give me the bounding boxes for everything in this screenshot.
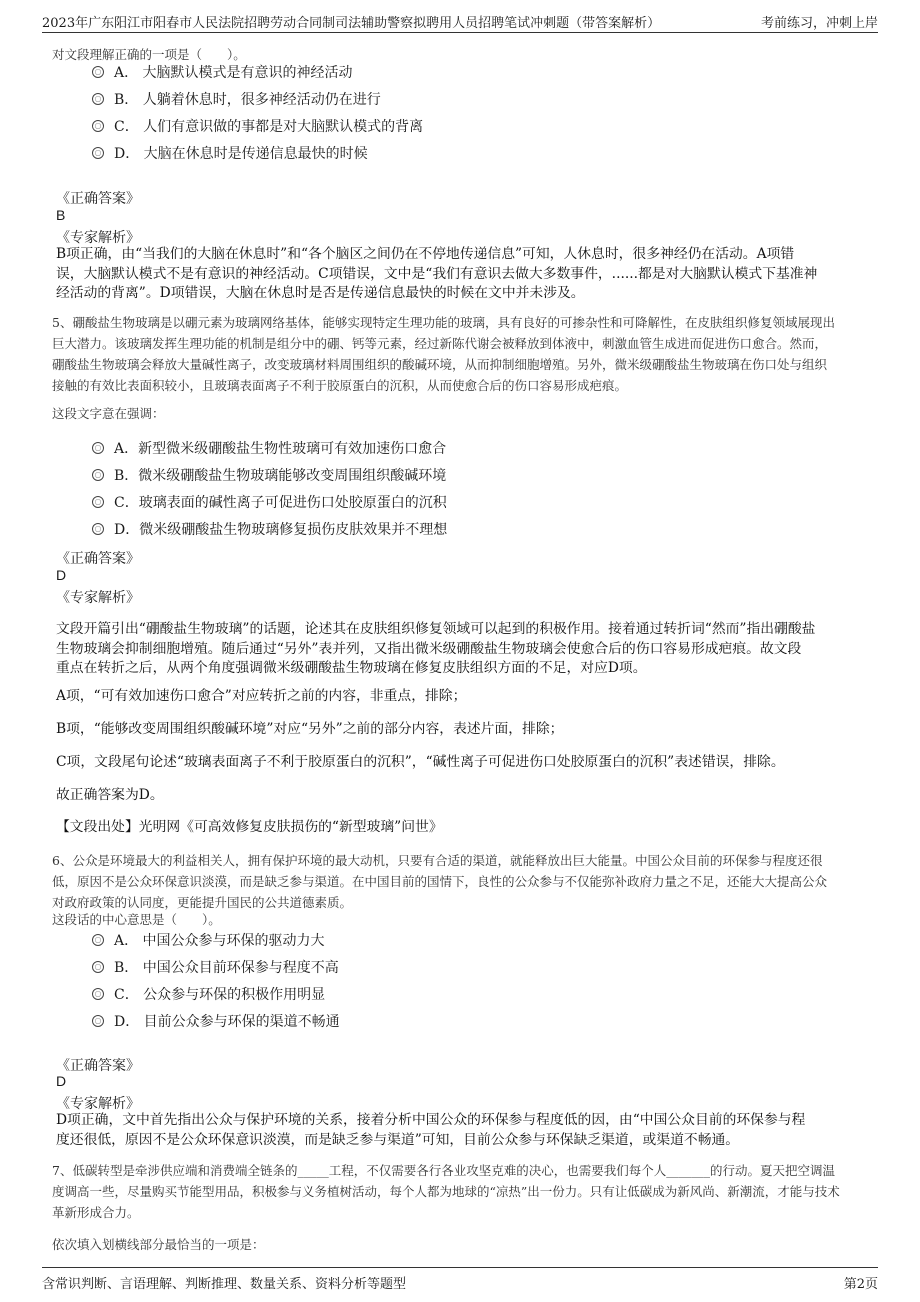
radio-icon[interactable] [92, 496, 104, 508]
q7-passage: 7、低碳转型是牵涉供应端和消费端全链条的_____工程，不仅需要各行各业攻坚克难的决心，也需要我们每个人_______的行动。夏天把空调温 度调高一些，尽量购买节能型用品，积极参与义务植树活动，每个人都为地球的“凉热”出一份力。只有让低碳成为新风尚、新潮流，才能与技术 革新形成合力。 [52, 1163, 840, 1220]
q5-option-c[interactable]: C．玻璃表面的碱性离子可促进伤口处胶原蛋白的沉积 [92, 493, 447, 513]
radio-icon[interactable] [92, 120, 104, 132]
q5-analysis-c: C项，文段尾句论述“玻璃表面离子不利于胶原蛋白的沉积”，“碱性离子可促进伤口处胶原蛋白的沉积”表述错误，排除。 [56, 754, 785, 770]
radio-icon[interactable] [92, 988, 104, 1000]
q6-analysis-label: 《专家解析》 [56, 1096, 140, 1112]
q6-option-a[interactable]: A． 中国公众参与环保的驱动力大 [92, 931, 325, 951]
q5-analysis-b: B项，“能够改变周围组织酸碱环境”对应“另外”之前的部分内容，表述片面，排除； [56, 721, 564, 737]
radio-icon[interactable] [92, 934, 104, 946]
q4-analysis: B项正确，由“当我们的大脑在休息时”和“各个脑区之间仍在不停地传递信息”可知，人休息时，很多神经仍在活动。A项错 误，大脑默认模式不是有意识的神经活动。C项错误，文中是“我们有意识去做大多数事件，......都是对大脑默认模式下基准神 经活动的背离”。D项错误，大脑在休息时是否是传递信息最快的时候在文中并未涉及。 [56, 246, 818, 301]
q6-analysis: D项正确，文中首先指出公众与保护环境的关系，接着分析中国公众的环保参与程度低的因，由“中国公众目前的环保参与程 度还很低，原因不是公众环保意识淡漠，而是缺乏参与渠道”可知，目前公众参与环保缺乏渠道，或渠道不畅通。 [56, 1112, 806, 1148]
q5-conclusion: 故正确答案为D。 [56, 787, 164, 803]
q5-option-d[interactable]: D．微米级硼酸盐生物玻璃修复损伤皮肤效果并不理想 [92, 520, 447, 540]
document-title: 2023年广东阳江市阳春市人民法院招聘劳动合同制司法辅助警察拟聘用人员招聘笔试冲刺题（带答案解析） [42, 16, 661, 31]
radio-icon[interactable] [92, 961, 104, 973]
q5-stem: 这段文字意在强调： [52, 406, 165, 421]
radio-icon[interactable] [92, 469, 104, 481]
q6-answer: D [56, 1073, 67, 1089]
radio-icon[interactable] [92, 93, 104, 105]
radio-icon[interactable] [92, 442, 104, 454]
q5-analysis: 文段开篇引出“硼酸盐生物玻璃”的话题，论述其在皮肤组织修复领域可以起到的积极作用。接着通过转折词“然而”指出硼酸盐 生物玻璃会抑制细胞增殖。随后通过“另外”表并列，又指出微米级硼酸盐生物玻璃会使愈合后的伤口容易形成疤痕。故文段 重点在转折之后，从两个角度强调微米级硼酸盐生物玻璃在修复皮肤组织方面的不足，对应D项。 [56, 621, 816, 676]
radio-icon[interactable] [92, 523, 104, 535]
q4-stem: 对文段理解正确的一项是（ ）。 [52, 47, 246, 62]
q4-option-a[interactable]: A． 大脑默认模式是有意识的神经活动 [92, 63, 353, 83]
q4-option-d[interactable]: D． 大脑在休息时是传递信息最快的时候 [92, 144, 368, 164]
q6-answer-label: 《正确答案》 [56, 1058, 140, 1074]
q5-option-b[interactable]: B．微米级硼酸盐生物玻璃能够改变周围组织酸碱环境 [92, 466, 446, 486]
radio-icon[interactable] [92, 147, 104, 159]
q6-option-c[interactable]: C． 公众参与环保的积极作用明显 [92, 985, 325, 1005]
q7-stem: 依次填入划横线部分最恰当的一项是： [52, 1237, 265, 1252]
q4-analysis-label: 《专家解析》 [56, 230, 140, 246]
q5-answer-label: 《正确答案》 [56, 551, 140, 567]
q6-passage: 6、公众是环境最大的利益相关人，拥有保护环境的最大动机，只要有合适的渠道，就能释放出巨大能量。中国公众目前的环保参与程度还很 低，原因不是公众环保意识淡漠，而是缺乏参与渠道。在中国目前的国情下，良性的公众参与不仅能弥补政府力量之不足，还能大大提高公众 对政府政策的认同度，更能提升国民的公共道德素质。 [52, 853, 828, 910]
radio-icon[interactable] [92, 1015, 104, 1027]
radio-icon[interactable] [92, 66, 104, 78]
q4-option-b[interactable]: B． 人躺着休息时，很多神经活动仍在进行 [92, 90, 381, 110]
page-footer [42, 1267, 878, 1292]
q4-answer: B [56, 207, 66, 223]
q5-answer: D [56, 567, 67, 583]
page-header [42, 10, 878, 33]
q6-option-d[interactable]: D． 目前公众参与环保的渠道不畅通 [92, 1012, 340, 1032]
q5-source: 【文段出处】光明网《可高效修复皮肤损伤的“新型玻璃”问世》 [56, 819, 443, 835]
footer-topics: 含常识判断、言语理解、判断推理、数量关系、资料分析等题型 [42, 1277, 407, 1292]
q5-passage: 5、硼酸盐生物玻璃是以硼元素为玻璃网络基体，能够实现特定生理功能的玻璃，具有良好的可掺杂性和可降解性，在皮肤组织修复领域展现出 巨大潜力。该玻璃发挥生理功能的机制是组分中的硼、钙等元素，经过新陈代谢会被释放到体液中，刺激血管生成进而促进伤口愈合。然而， 硼酸盐生物玻璃会释放大量碱性离子，改变玻璃材料周围组织的酸碱环境，从而抑制细胞增殖。另外，微米级硼酸盐生物玻璃在伤口处与组织 接触的有效比表面积较小，且玻璃表面离子不利于胶原蛋白的沉积，从而使愈合后的伤口容易形成疤痕。 [52, 315, 835, 393]
q4-answer-label: 《正确答案》 [56, 191, 140, 207]
q4-option-c[interactable]: C． 人们有意识做的事都是对大脑默认模式的背离 [92, 117, 423, 137]
page-number: 第2页 [843, 1277, 878, 1292]
q6-option-b[interactable]: B． 中国公众目前环保参与程度不高 [92, 958, 339, 978]
header-slogan: 考前练习，冲刺上岸 [760, 16, 878, 31]
q5-analysis-label: 《专家解析》 [56, 590, 140, 606]
q6-stem: 这段话的中心意思是（ ）。 [52, 912, 221, 927]
q5-option-a[interactable]: A．新型微米级硼酸盐生物性玻璃可有效加速伤口愈合 [92, 439, 446, 459]
q5-analysis-a: A项，“可有效加速伤口愈合”对应转折之前的内容，非重点，排除； [56, 688, 467, 704]
